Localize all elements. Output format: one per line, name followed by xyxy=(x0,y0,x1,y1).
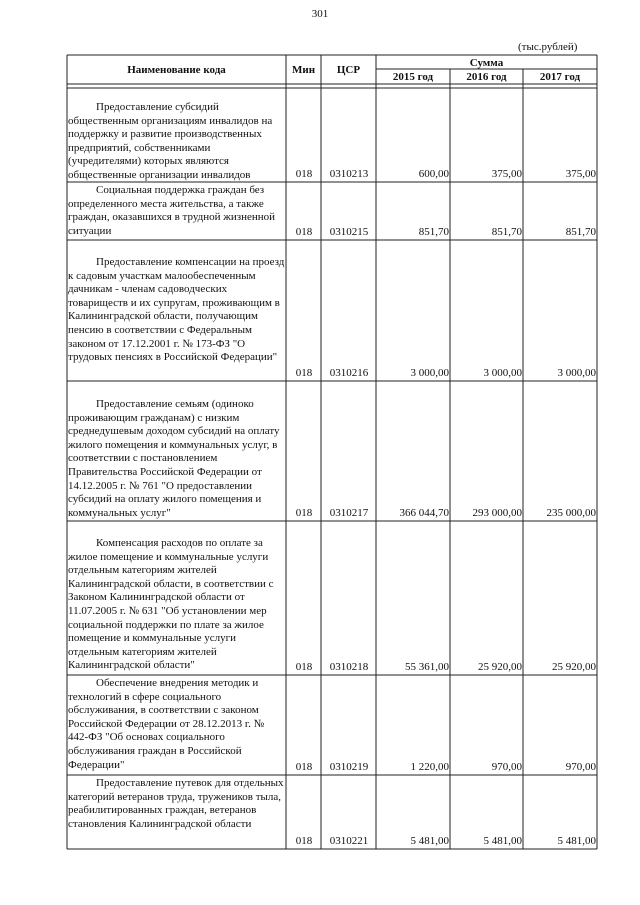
row-value-2017: 235 000,00 xyxy=(546,507,596,519)
row-name-text: Предоставление компенсации на проезд к садовым участкам малообеспеченным дачникам - членам садоводческих товариществ и их супругам, проживающим в Калининградской области, получающим пенсию в соответствии с Федеральным законом от 17.12.2001 г. № 173-ФЗ "О трудовых пенсиях в Российской Федерации" xyxy=(68,256,285,364)
row-value-2017: 25 920,00 xyxy=(552,661,596,673)
row-value-2016: 970,00 xyxy=(491,761,522,773)
row-min: 018 xyxy=(295,367,313,379)
row-min: 018 xyxy=(295,661,313,673)
header-min: Мин xyxy=(291,64,316,76)
table-row-name xyxy=(68,256,286,365)
row-value-2017: 970,00 xyxy=(565,761,596,773)
table-row-name xyxy=(68,537,286,673)
header-name: Наименование кода xyxy=(127,64,226,76)
row-csr: 0310216 xyxy=(329,367,369,379)
header-sum: Сумма xyxy=(469,57,504,69)
row-name-text: Компенсация расходов по оплате за жилое помещение и коммунальные услуги отдельным категориям жителей Калининградской области, в соответствии с Законом Калининградской области от 11.07.2005 г. № 631 "Об установлении мер социальной поддержки по плате за жилое помещение и коммунальные услуги отдельным категориям жителей Калининградской области" xyxy=(68,537,274,672)
row-value-2016: 3 000,00 xyxy=(483,367,522,379)
row-csr: 0310219 xyxy=(329,761,369,773)
row-min: 018 xyxy=(295,835,313,847)
row-csr: 0310217 xyxy=(329,507,369,519)
row-value-2016: 5 481,00 xyxy=(483,835,522,847)
unit-note: (тыс.рублей) xyxy=(518,41,578,53)
row-value-2016: 851,70 xyxy=(491,226,522,238)
row-min: 018 xyxy=(295,168,313,180)
row-value-2017: 375,00 xyxy=(565,168,596,180)
table-row-name xyxy=(68,398,286,520)
header-year-2017: 2017 год xyxy=(539,71,581,83)
page-number: 301 xyxy=(311,8,329,20)
row-csr: 0310221 xyxy=(329,835,369,847)
table-row-name xyxy=(68,101,286,183)
header-csr: ЦСР xyxy=(336,64,361,76)
header-year-2016: 2016 год xyxy=(466,71,507,83)
row-name-text: Предоставление путевок для отдельных категорий ветеранов труда, тружеников тыла, реабилитированных граждан, ветеранов становления Калининградской области xyxy=(68,777,284,830)
header-year-2015: 2015 год xyxy=(392,71,434,83)
table-row-name xyxy=(68,677,286,772)
row-min: 018 xyxy=(295,761,313,773)
row-value-2015: 1 220,00 xyxy=(410,761,449,773)
row-value-2016: 375,00 xyxy=(491,168,522,180)
row-csr: 0310215 xyxy=(329,226,369,238)
row-value-2017: 851,70 xyxy=(565,226,596,238)
row-name-text: Предоставление субсидий общественным организациям инвалидов на поддержку и развитие производственных предприятий, собственниками (учредителями) которых являются общественные организации инвалидов xyxy=(68,101,273,181)
row-value-2015: 3 000,00 xyxy=(410,367,449,379)
row-csr: 0310213 xyxy=(329,168,369,180)
row-value-2016: 25 920,00 xyxy=(478,661,522,673)
row-value-2015: 55 361,00 xyxy=(405,661,449,673)
table-row-name xyxy=(68,184,286,238)
row-min: 018 xyxy=(295,507,313,519)
row-value-2015: 366 044,70 xyxy=(399,507,449,519)
row-value-2016: 293 000,00 xyxy=(472,507,522,519)
row-name-text: Обеспечение внедрения методик и технологий в сфере социального обслуживания, в соответствии с законом Российской Федерации от 28.12.2013 г. № 442-ФЗ "Об основах социального обслуживания граждан в Российской Федерации" xyxy=(68,677,265,771)
table-row-name xyxy=(68,777,286,831)
row-value-2017: 3 000,00 xyxy=(557,367,596,379)
row-csr: 0310218 xyxy=(329,661,369,673)
row-name-text: Социальная поддержка граждан без определенного места жительства, а также граждан, оказавшихся в трудной жизненной ситуации xyxy=(68,184,276,237)
row-min: 018 xyxy=(295,226,313,238)
row-name-text: Предоставление семьям (одиноко проживающим гражданам) с низким среднедушевым доходом субсидий на оплату жилого помещения и коммунальных услуг, в соответствии с постановлением Правительства Российской Федерации от 14.12.2005 г. № 761 "О предоставлении субсидий на оплату жилого помещения и коммунальных услуг" xyxy=(68,398,280,519)
row-value-2015: 5 481,00 xyxy=(410,835,449,847)
row-value-2015: 600,00 xyxy=(418,168,449,180)
row-value-2015: 851,70 xyxy=(418,226,449,238)
row-value-2017: 5 481,00 xyxy=(557,835,596,847)
